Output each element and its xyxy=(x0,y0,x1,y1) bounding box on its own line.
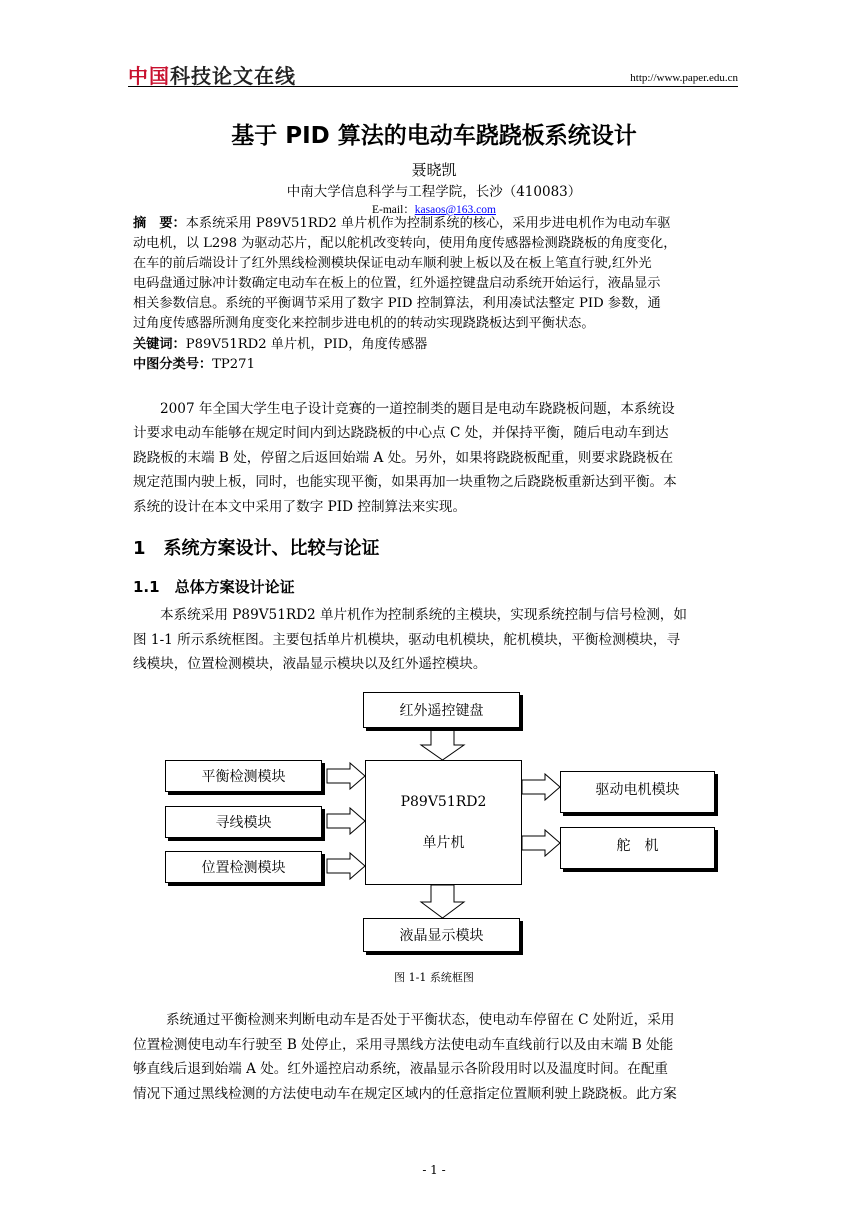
arrow-balance-to-mcu xyxy=(327,763,365,789)
classification-label: 中图分类号： xyxy=(133,357,213,372)
email-label: E-mail： xyxy=(372,204,415,216)
body2-line-2: 位置检测使电动车行驶至 B 处停止，采用寻黑线方法使电动车直线前行以及由末端 B 处能 xyxy=(133,1037,674,1053)
mcu-name: P89V51RD2 xyxy=(400,793,487,810)
classification-code: TP271 xyxy=(212,357,255,372)
abstract-line-2: 动电机，以 L298 为驱动芯片，配以舵机改变转向，使用角度传感器检测跷跷板的角度变化， xyxy=(133,236,677,251)
email-link[interactable]: kasaos@163.com xyxy=(414,204,496,216)
arrow-keypad-to-mcu xyxy=(421,728,464,760)
keywords-line xyxy=(133,335,736,355)
arrow-tracking-to-mcu xyxy=(327,808,365,834)
arrow-mcu-to-lcd xyxy=(421,885,464,918)
intro-line-1: 2007 年全国大学生电子设计竞赛的一道控制类的题目是电动车跷跷板问题，本系统设 xyxy=(160,401,675,417)
arrow-mcu-to-servo xyxy=(522,830,560,856)
section-1-heading: 1 系统方案设计、比较与论证 xyxy=(133,538,380,559)
abstract-line-5: 相关参数信息。系统的平衡调节采用了数字 PID 控制算法，利用凑试法整定 PID 参数，通 xyxy=(133,296,661,311)
intro-line-3: 跷跷板的末端 B 处，停留之后返回始端 A 处。另外，如果将跷跷板配重，则要求跷跷板在 xyxy=(133,450,674,466)
block-ir-keypad: 红外遥控键盘 xyxy=(363,692,520,728)
abstract-line-1 xyxy=(133,214,736,234)
abstract-line-3: 在车的前后端设计了红外黑线检测模块保证电动车顺利驶上板以及在板上笔直行驶,红外光 xyxy=(133,256,652,271)
block-mcu xyxy=(365,760,522,885)
classification-line xyxy=(133,355,736,375)
intro-line-5: 系统的设计在本文中采用了数字 PID 控制算法来实现。 xyxy=(133,499,467,515)
body2-line-1: 系统通过平衡检测来判断电动车是否处于平衡状态，使电动车停留在 C 处附近，采用 xyxy=(166,1012,675,1028)
header-divider xyxy=(128,86,738,87)
abstract-label: 摘 要： xyxy=(133,216,186,231)
site-url[interactable]: http://www.paper.edu.cn xyxy=(630,72,738,84)
logo-red-text: 中国 xyxy=(128,64,170,88)
block-position-detect: 位置检测模块 xyxy=(165,851,322,883)
arrow-mcu-to-motor xyxy=(522,774,560,800)
body2-line-3: 够直线后退到始端 A 处。红外遥控启动系统，液晶显示各阶段用时以及温度时间。在配重 xyxy=(133,1061,669,1077)
keywords-label: 关键词： xyxy=(133,337,186,352)
keywords-text: P89V51RD2 单片机，PID，角度传感器 xyxy=(185,337,428,352)
site-logo xyxy=(128,60,296,89)
s11-line-1: 本系统采用 P89V51RD2 单片机作为控制系统的主模块，实现系统控制与信号检测，如 xyxy=(160,607,687,623)
body2-line-4: 情况下通过黑线检测的方法使电动车在规定区域内的任意指定位置顺利驶上跷跷板。此方案 xyxy=(133,1086,677,1102)
block-balance-detect: 平衡检测模块 xyxy=(165,760,322,792)
block-servo: 舵 机 xyxy=(560,827,715,869)
block-lcd: 液晶显示模块 xyxy=(363,918,520,952)
section-1-1-heading: 1.1 总体方案设计论证 xyxy=(133,578,295,596)
paper-author: 聂晓凯 xyxy=(411,161,457,179)
paper-affiliation: 中南大学信息科学与工程学院，长沙（410083） xyxy=(286,184,582,200)
intro-line-2: 计要求电动车能够在规定时间内到达跷跷板的中心点 C 处，并保持平衡，随后电动车到达 xyxy=(133,425,669,441)
mcu-label: 单片机 xyxy=(422,834,465,851)
block-line-tracking: 寻线模块 xyxy=(165,806,322,838)
page-number: - 1 - xyxy=(422,1163,446,1177)
block-drive-motor: 驱动电机模块 xyxy=(560,771,715,813)
abstract-text-1: 本系统采用 P89V51RD2 单片机作为控制系统的核心，采用步进电机作为电动车驱 xyxy=(185,216,671,231)
s11-line-2: 图 1-1 所示系统框图。主要包括单片机模块，驱动电机模块，舵机模块，平衡检测模块，寻 xyxy=(133,632,681,648)
figure-caption: 图 1-1 系统框图 xyxy=(394,971,474,984)
arrow-position-to-mcu xyxy=(327,853,365,879)
paper-title: 基于 PID 算法的电动车跷跷板系统设计 xyxy=(231,123,637,149)
intro-line-4: 规定范围内驶上板，同时，也能实现平衡，如果再加一块重物之后跷跷板重新达到平衡。本 xyxy=(133,474,677,490)
logo-black-text: 科技论文在线 xyxy=(170,64,296,88)
s11-line-3: 线模块，位置检测模块，液晶显示模块以及红外遥控模块。 xyxy=(133,656,487,672)
abstract-line-4: 电码盘通过脉冲计数确定电动车在板上的位置，红外遥控键盘启动系统开始运行，液晶显示 xyxy=(133,276,661,291)
abstract-line-6: 过角度传感器所测角度变化来控制步进电机的的转动实现跷跷板达到平衡状态。 xyxy=(133,316,595,331)
